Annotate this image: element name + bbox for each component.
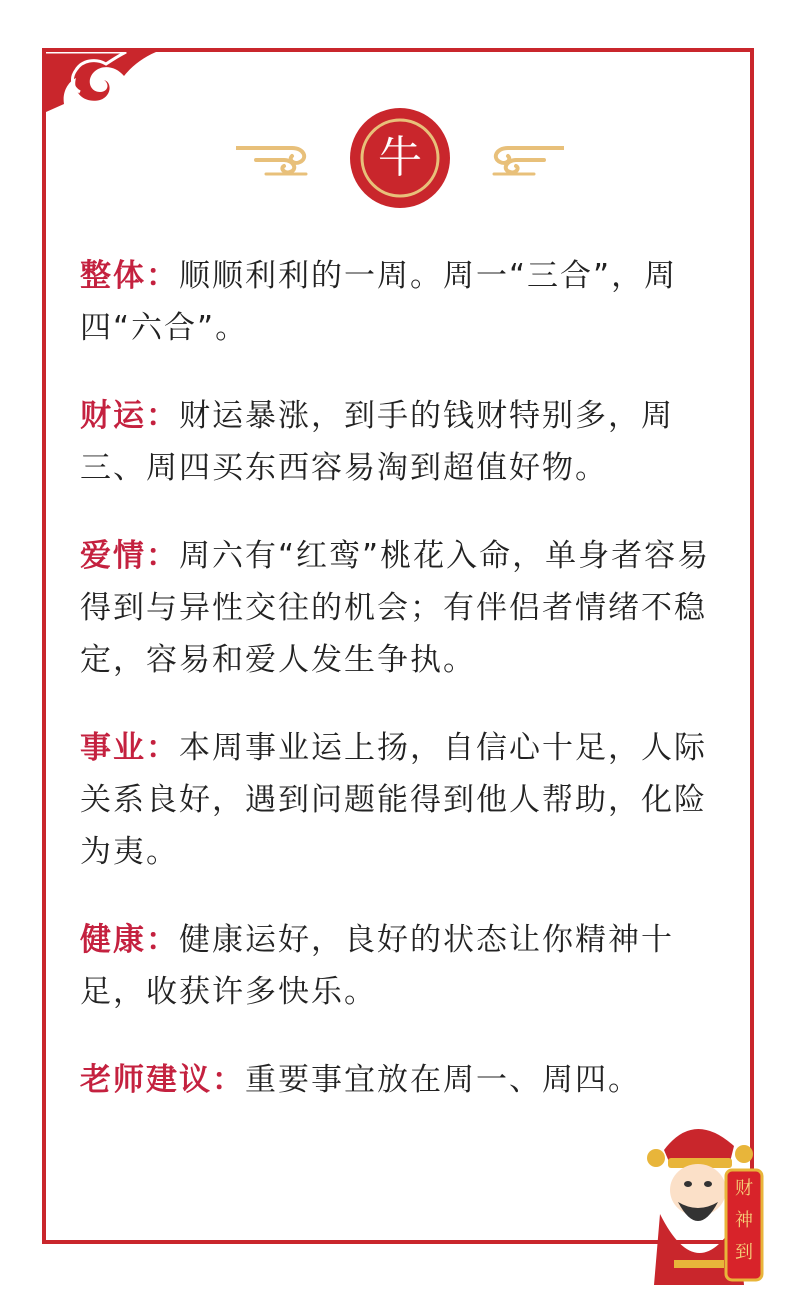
section-text: 周六有“红鸾”桃花入命，单身者容易得到与异性交往的机会；有伴侣者情绪不稳定，容易和爱人发生争执。 <box>80 538 711 678</box>
mascot-banner-char: 财 <box>735 1178 753 1199</box>
gold-cloud-left-icon <box>236 138 320 178</box>
section-text: 健康运好，良好的状态让你精神十足，收获许多快乐。 <box>80 922 674 1010</box>
section-label: 健康： <box>80 922 179 958</box>
zodiac-badge-char: 牛 <box>378 132 422 183</box>
section-text: 财运暴涨，到手的钱财特别多，周三、周四买东西容易淘到超值好物。 <box>80 398 674 486</box>
section-text: 重要事宜放在周一、周四。 <box>245 1062 641 1098</box>
section-text: 顺顺利利的一周。周一“三合”，周四“六合”。 <box>80 258 678 346</box>
section-label: 老师建议： <box>80 1062 245 1098</box>
section-label: 整体： <box>80 258 179 294</box>
gold-cloud-right-icon <box>480 138 564 178</box>
mascot-banner-char: 神 <box>735 1210 753 1231</box>
section-love <box>80 530 730 686</box>
section-text: 本周事业运上扬，自信心十足，人际关系良好，遇到问题能得到他人帮助，化险为夷。 <box>80 730 707 870</box>
section-label: 爱情： <box>80 538 179 574</box>
section-career <box>80 722 730 878</box>
section-wealth <box>80 390 730 494</box>
corner-cloud-icon <box>46 52 156 112</box>
section-label: 财运： <box>80 398 179 434</box>
mascot-banner-char: 到 <box>735 1242 753 1263</box>
section-overall <box>80 250 730 354</box>
section-advice <box>80 1054 730 1106</box>
section-label: 事业： <box>80 730 179 766</box>
caishen-mascot-icon <box>634 1110 764 1285</box>
fortune-content <box>80 250 730 1142</box>
section-health <box>80 914 730 1018</box>
